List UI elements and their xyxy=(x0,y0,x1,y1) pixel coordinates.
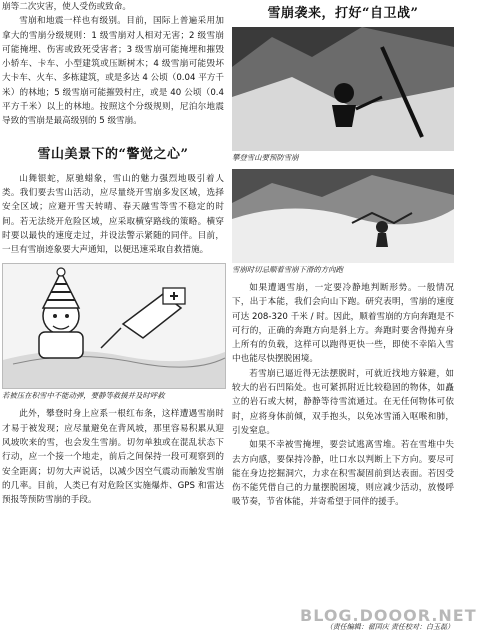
image-caption: 攀登雪山要预防雪崩 xyxy=(232,153,299,162)
climber-photo xyxy=(232,27,454,151)
paragraph: 如果不幸被雪掩埋，要尝试逃离雪堆。若在雪堆中失去方向感，要保持冷静，吐口水以判断上下方向。要尽可能在身边挖掘洞穴，力求在积雪凝固前到达表面。若因受伤不能凭借自己的力量摆脱困境，则应减少活动，放慢呼吸节奏，节省体能，并寄希望于同伴的援手。 xyxy=(232,440,454,508)
paragraph: 崩等二次灾害，使人受伤或致命。 xyxy=(2,2,131,12)
section-heading: 雪崩袭来，打好“自卫战” xyxy=(267,6,419,21)
image-caption: 若被压在积雪中不能动弹，要静等救援并及时呼救 xyxy=(2,391,165,401)
paragraph: 如果遭遇雪崩，一定要冷静地判断形势。一般情况下，出于本能，我们会向山下跑。研究表明，雪崩的速度可达 208-320 千米 / 时。因此，顺着雪崩的方向奔跑是不可行的，正确的奔跑方向是斜上方。奔跑时要舍得抛弃身上所有的负载，这样可以跑得更快一些，即使不幸陷入雪中也能尽快摆脱困境。 xyxy=(232,283,454,365)
editor-credits: （责任编辑：翟国庆 责任校对：白玉磊） xyxy=(325,623,454,631)
watermark: BLOG.DOOOR.NET xyxy=(300,606,477,625)
right-column xyxy=(232,0,454,510)
avalanche-photo xyxy=(232,169,454,263)
image-caption: 雪崩时切忌顺着雪崩下滑的方向跑 xyxy=(232,265,343,274)
paragraph: 若雪崩已逼近得无法摆脱时，可就近找地方躲避，如较大的岩石凹陷处。也可紧抓附近比较稳固的物体，如矗立的岩石或大树，静静等待雪流通过。在无任何物体可依时，应将身体前倾，双手抱头，以免冰雪涌入呕喉和肺，引发窒息。 xyxy=(232,368,454,436)
left-column xyxy=(2,0,224,508)
paragraph: 此外，攀登时身上应系一根红布条，这样遭遇雪崩时才易于被发现；应尽量避免在背风坡，那里容易积累从迎风坡吹来的雪，也会发生雪崩。切勿单独或在混乱状态下行动，应一个接一个地走，前后之间保持一段可观察到的安全距离；切勿大声说话，以减少因空气震动而触发雪崩的几率。目前，人类已有对危险区实施爆炸、GPS 和雷达预报等预防雪崩的手段。 xyxy=(2,409,224,506)
section-heading: 雪山美景下的“警觉之心” xyxy=(37,146,189,162)
cartoon-illustration xyxy=(2,263,226,389)
paragraph: 山舞银蛇，原驰蜡象，雪山的魅力强烈地吸引着人类。我们要去雪山活动，应尽量绕开雪崩多发区域，选择安全区域；应避开雪天转晴、春天融雪等雪不稳定的时间。若无法绕开危险区域，应采取横穿路线的策略。横穿时要以最快的速度走过，并设法警示紧随的同伴。目前，一旦有雪崩迹象要大声通知，以便迅速采取自救措施。 xyxy=(2,173,224,256)
paragraph: 雪崩和地震一样也有级别。目前，国际上普遍采用加拿大的雪崩分级规则：1 级雪崩对人相对无害；2 级雪崩可能掩埋、伤害或致死受害者；3 级雪崩可能掩埋和摧毁小轿车、卡车、小型建筑或压断树木；4 级雪崩可能毁坏大卡车、火车、多栋建筑，或是多达 4 公顷（0.04 平方千米）的林地；5 级雪崩可能摧毁村庄，或是 40 公顷（0.4 平方千米）以上的林地。按照这个分级规则，尼泊尔地震导致的雪崩是最高级别的 5 级雪崩。 xyxy=(2,16,224,127)
